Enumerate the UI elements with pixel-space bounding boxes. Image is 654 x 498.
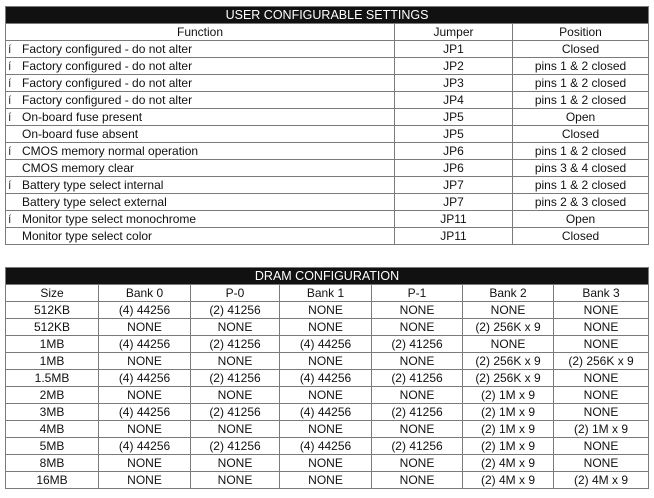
function-text: Monitor type select monochrome bbox=[22, 212, 197, 226]
function-cell bbox=[6, 41, 395, 58]
dram-cell: NONE bbox=[99, 455, 191, 472]
jumper-cell: JP5 bbox=[395, 109, 513, 126]
size-cell: 16MB bbox=[6, 472, 99, 489]
dram-row bbox=[6, 353, 649, 370]
dram-cell: NONE bbox=[191, 472, 280, 489]
dram-row bbox=[6, 336, 649, 353]
dram-cell: (4) 44256 bbox=[99, 336, 191, 353]
position-cell: pins 1 & 2 closed bbox=[513, 143, 649, 160]
default-marker: í bbox=[8, 144, 12, 158]
settings-row bbox=[6, 109, 649, 126]
dram-cell: NONE bbox=[280, 421, 372, 438]
dram-cell: NONE bbox=[372, 421, 463, 438]
dram-cell: (2) 256K x 9 bbox=[463, 353, 554, 370]
dram-cell: NONE bbox=[280, 353, 372, 370]
dram-cell: (2) 1M x 9 bbox=[463, 404, 554, 421]
dram-header-cell: Bank 0 bbox=[99, 285, 191, 302]
position-cell: pins 1 & 2 closed bbox=[513, 92, 649, 109]
settings-title-row bbox=[6, 7, 649, 24]
size-cell: 3MB bbox=[6, 404, 99, 421]
jumper-cell: JP11 bbox=[395, 228, 513, 245]
settings-row bbox=[6, 58, 649, 75]
settings-row bbox=[6, 228, 649, 245]
dram-cell: (2) 41256 bbox=[372, 438, 463, 455]
dram-row bbox=[6, 472, 649, 489]
dram-cell: (2) 4M x 9 bbox=[463, 455, 554, 472]
default-marker: í bbox=[8, 212, 12, 226]
dram-cell: (2) 1M x 9 bbox=[463, 438, 554, 455]
dram-header-row bbox=[6, 285, 649, 302]
size-cell: 512KB bbox=[6, 302, 99, 319]
dram-cell: NONE bbox=[463, 336, 554, 353]
dram-cell: NONE bbox=[280, 472, 372, 489]
jumper-cell: JP6 bbox=[395, 143, 513, 160]
dram-cell: NONE bbox=[99, 421, 191, 438]
dram-cell: (2) 256K x 9 bbox=[463, 370, 554, 387]
function-text: Factory configured - do not alter bbox=[22, 59, 193, 73]
dram-title-row bbox=[6, 268, 649, 285]
dram-table bbox=[5, 267, 649, 489]
function-cell bbox=[6, 109, 395, 126]
position-cell: pins 1 & 2 closed bbox=[513, 75, 649, 92]
dram-cell: NONE bbox=[372, 455, 463, 472]
dram-cell: NONE bbox=[99, 353, 191, 370]
settings-row bbox=[6, 177, 649, 194]
dram-cell: NONE bbox=[99, 472, 191, 489]
dram-cell: NONE bbox=[372, 387, 463, 404]
jumper-cell: JP4 bbox=[395, 92, 513, 109]
dram-row bbox=[6, 455, 649, 472]
dram-cell: NONE bbox=[280, 387, 372, 404]
size-cell: 1MB bbox=[6, 336, 99, 353]
function-cell bbox=[6, 75, 395, 92]
function-cell bbox=[6, 228, 395, 245]
header-jumper: Jumper bbox=[395, 24, 513, 41]
function-cell bbox=[6, 92, 395, 109]
function-text: Battery type select external bbox=[22, 195, 167, 209]
dram-row bbox=[6, 421, 649, 438]
position-cell: pins 3 & 4 closed bbox=[513, 160, 649, 177]
dram-row bbox=[6, 438, 649, 455]
dram-cell: (2) 256K x 9 bbox=[463, 319, 554, 336]
jumper-cell: JP7 bbox=[395, 177, 513, 194]
function-text: Monitor type select color bbox=[22, 229, 153, 243]
dram-cell: (2) 1M x 9 bbox=[463, 421, 554, 438]
function-text: On-board fuse present bbox=[22, 110, 143, 124]
settings-body bbox=[6, 7, 649, 245]
dram-cell: (2) 41256 bbox=[191, 336, 280, 353]
dram-cell: NONE bbox=[554, 387, 649, 404]
dram-cell: NONE bbox=[191, 421, 280, 438]
dram-cell: NONE bbox=[554, 370, 649, 387]
dram-cell: NONE bbox=[554, 438, 649, 455]
function-cell bbox=[6, 160, 395, 177]
dram-cell: (4) 44256 bbox=[280, 370, 372, 387]
dram-cell: NONE bbox=[191, 455, 280, 472]
dram-cell: (2) 1M x 9 bbox=[463, 387, 554, 404]
settings-row bbox=[6, 126, 649, 143]
position-cell: pins 1 & 2 closed bbox=[513, 177, 649, 194]
position-cell: Open bbox=[513, 109, 649, 126]
settings-row bbox=[6, 211, 649, 228]
dram-header-cell: Bank 1 bbox=[280, 285, 372, 302]
settings-row bbox=[6, 194, 649, 211]
settings-header-row bbox=[6, 24, 649, 41]
jumper-cell: JP1 bbox=[395, 41, 513, 58]
jumper-cell: JP2 bbox=[395, 58, 513, 75]
position-cell: pins 1 & 2 closed bbox=[513, 58, 649, 75]
dram-header-cell: Bank 3 bbox=[554, 285, 649, 302]
dram-cell: NONE bbox=[372, 319, 463, 336]
dram-cell: (2) 4M x 9 bbox=[554, 472, 649, 489]
function-text: CMOS memory clear bbox=[22, 161, 135, 175]
dram-cell: NONE bbox=[554, 336, 649, 353]
dram-cell: (2) 41256 bbox=[372, 404, 463, 421]
dram-row bbox=[6, 370, 649, 387]
dram-cell: (4) 44256 bbox=[99, 370, 191, 387]
position-cell: Closed bbox=[513, 126, 649, 143]
dram-cell: (4) 44256 bbox=[99, 438, 191, 455]
dram-cell: NONE bbox=[191, 319, 280, 336]
jumper-cell: JP5 bbox=[395, 126, 513, 143]
function-text: Factory configured - do not alter bbox=[22, 76, 193, 90]
dram-cell: (4) 44256 bbox=[99, 404, 191, 421]
function-cell bbox=[6, 58, 395, 75]
dram-header-cell: Bank 2 bbox=[463, 285, 554, 302]
dram-row bbox=[6, 387, 649, 404]
jumper-cell: JP3 bbox=[395, 75, 513, 92]
dram-cell: NONE bbox=[372, 302, 463, 319]
dram-cell: NONE bbox=[280, 455, 372, 472]
default-marker: í bbox=[8, 110, 12, 124]
dram-cell: (4) 44256 bbox=[280, 438, 372, 455]
function-cell bbox=[6, 143, 395, 160]
dram-row bbox=[6, 404, 649, 421]
dram-cell: NONE bbox=[554, 302, 649, 319]
dram-cell: (2) 41256 bbox=[372, 370, 463, 387]
size-cell: 5MB bbox=[6, 438, 99, 455]
dram-cell: (2) 41256 bbox=[191, 404, 280, 421]
function-cell bbox=[6, 177, 395, 194]
settings-title: USER CONFIGURABLE SETTINGS bbox=[6, 7, 649, 24]
dram-cell: (2) 41256 bbox=[191, 302, 280, 319]
position-cell: Closed bbox=[513, 41, 649, 58]
default-marker: í bbox=[8, 178, 12, 192]
dram-row bbox=[6, 319, 649, 336]
function-cell bbox=[6, 211, 395, 228]
dram-cell: (2) 41256 bbox=[372, 336, 463, 353]
dram-cell: NONE bbox=[191, 353, 280, 370]
dram-cell: NONE bbox=[99, 387, 191, 404]
jumper-cell: JP11 bbox=[395, 211, 513, 228]
size-cell: 1.5MB bbox=[6, 370, 99, 387]
dram-cell: NONE bbox=[99, 319, 191, 336]
dram-header-cell: P-1 bbox=[372, 285, 463, 302]
function-text: Factory configured - do not alter bbox=[22, 93, 193, 107]
position-cell: Closed bbox=[513, 228, 649, 245]
dram-body bbox=[6, 268, 649, 489]
dram-cell: NONE bbox=[463, 302, 554, 319]
dram-cell: (4) 44256 bbox=[99, 302, 191, 319]
function-cell bbox=[6, 194, 395, 211]
size-cell: 8MB bbox=[6, 455, 99, 472]
dram-cell: NONE bbox=[554, 455, 649, 472]
dram-cell: (2) 41256 bbox=[191, 370, 280, 387]
function-text: CMOS memory normal operation bbox=[22, 144, 199, 158]
settings-table bbox=[5, 6, 649, 245]
dram-cell: (4) 44256 bbox=[280, 404, 372, 421]
header-function: Function bbox=[6, 24, 395, 41]
jumper-cell: JP6 bbox=[395, 160, 513, 177]
settings-row bbox=[6, 92, 649, 109]
settings-row bbox=[6, 41, 649, 58]
default-marker: í bbox=[8, 42, 12, 56]
dram-title: DRAM CONFIGURATION bbox=[6, 268, 649, 285]
default-marker: í bbox=[8, 93, 12, 107]
dram-cell: (2) 41256 bbox=[191, 438, 280, 455]
dram-cell: NONE bbox=[372, 472, 463, 489]
dram-row bbox=[6, 302, 649, 319]
dram-cell: NONE bbox=[191, 387, 280, 404]
dram-cell: NONE bbox=[372, 353, 463, 370]
size-cell: 512KB bbox=[6, 319, 99, 336]
size-cell: 4MB bbox=[6, 421, 99, 438]
dram-cell: (2) 256K x 9 bbox=[554, 353, 649, 370]
dram-header-cell: P-0 bbox=[191, 285, 280, 302]
settings-row bbox=[6, 75, 649, 92]
position-cell: pins 2 & 3 closed bbox=[513, 194, 649, 211]
function-cell bbox=[6, 126, 395, 143]
size-cell: 1MB bbox=[6, 353, 99, 370]
dram-cell: NONE bbox=[280, 302, 372, 319]
function-text: On-board fuse absent bbox=[22, 127, 139, 141]
settings-row bbox=[6, 143, 649, 160]
function-text: Factory configured - do not alter bbox=[22, 42, 193, 56]
jumper-cell: JP7 bbox=[395, 194, 513, 211]
dram-cell: (2) 1M x 9 bbox=[554, 421, 649, 438]
dram-cell: NONE bbox=[554, 404, 649, 421]
dram-header-cell: Size bbox=[6, 285, 99, 302]
position-cell: Open bbox=[513, 211, 649, 228]
dram-cell: (4) 44256 bbox=[280, 336, 372, 353]
default-marker: í bbox=[8, 76, 12, 90]
size-cell: 2MB bbox=[6, 387, 99, 404]
header-position: Position bbox=[513, 24, 649, 41]
default-marker: í bbox=[8, 59, 12, 73]
function-text: Battery type select internal bbox=[22, 178, 164, 192]
dram-cell: (2) 4M x 9 bbox=[463, 472, 554, 489]
settings-row bbox=[6, 160, 649, 177]
dram-cell: NONE bbox=[280, 319, 372, 336]
dram-cell: NONE bbox=[554, 319, 649, 336]
